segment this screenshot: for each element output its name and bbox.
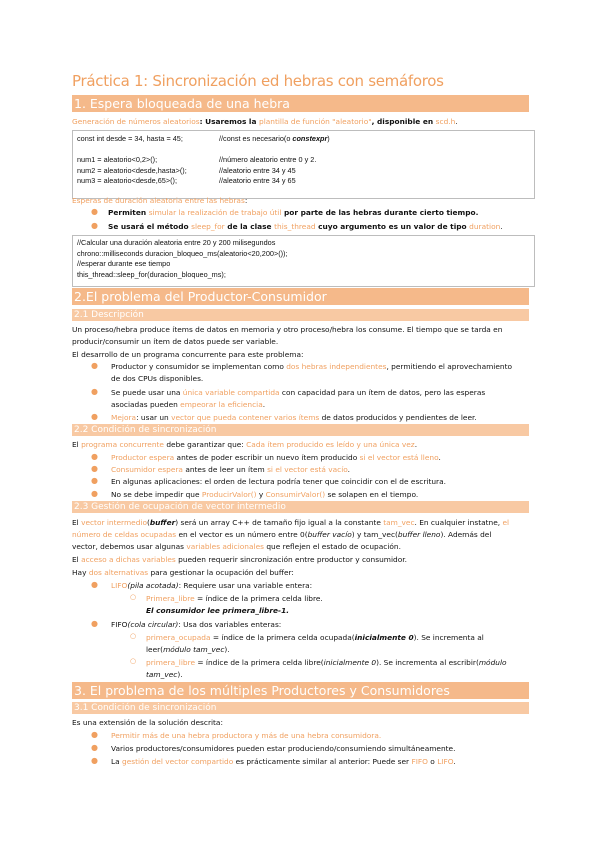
section-2-heading: 2.El problema del Productor-Consumidor [72,288,529,305]
bullet-icon: ● [91,452,98,461]
bullet-two-threads: Productor y consumidor se implementan como dos hebras independientes, permitiendo el aprovechamiento [111,362,512,371]
bullet-consumer-waits: Consumidor espera antes de leer un ítem si el vector está vacío. [111,465,351,474]
desc-line-2: producir/consumir un ítem de datos puede ser variable. [72,337,279,346]
duration-label: Esperas de duración aleatoria entre las hebras: [72,196,248,205]
bullet-icon: ● [91,221,98,230]
bullet-order: En algunas aplicaciones: el orden de lectura podría tener que coincidir con el de escritura. [111,477,446,486]
subsection-3-1-heading: 3.1 Condición de sincronización [72,702,529,714]
sync-condition: El programa concurrente debe garantizar que: Cada ítem producido es leído y una única vez. [72,440,418,449]
code-line: num1 = aleatorio<0,2>(); //número aleatorio entre 0 y 2. [77,155,317,164]
fifo-first-occupied-cont: leer(módulo tam_vec). [146,645,230,654]
page-title: Práctica 1: Sincronización ed hebras con semáforos [72,72,444,90]
lifo-consumer-reads: El consumidor lee primera_libre-1. [146,606,290,615]
code-line: this_thread::sleep_for(duracion_bloqueo_ms); [77,269,226,279]
bullet-two-threads-cont: de dos CPUs disponibles. [111,374,204,383]
code-block-sleep [72,235,535,287]
bullet-icon: ● [91,387,98,396]
buffer-line-4: El acceso a dichas variables pueden requerir sincronización entre productor y consumidor. [72,555,407,564]
bullet-sleep-for: Se usará el método sleep_for de la clase this_thread cuyo argumento es un valor de tipo duration. [108,222,503,231]
buffer-line-5: Hay dos alternativas para gestionar la ocupación del buffer: [72,568,294,577]
bullet-icon: ● [91,489,98,498]
code-line: const int desde = 34, hasta = 45; //const es necesario(o constexpr) [77,134,330,143]
sub-bullet-icon: ○ [130,657,137,665]
bullet-overlap: No se debe impedir que ProducirValor() y ConsumirValor() se solapen en el tiempo. [111,490,419,499]
bullet-icon: ● [91,476,98,485]
buffer-line-1: El vector intermedio(buffer) será un array C++ de tamaño fijo igual a la constante tam_vec. En cualquier instatne, el [72,518,510,527]
bullet-icon: ● [91,619,98,628]
subsection-2-3-heading: 2.3 Gestión de ocupación de vector intermedio [72,501,529,513]
desc-line-1: Un proceso/hebra produce ítems de datos en memoria y otro proceso/hebra los consume. El tiempo que se tarda en [72,325,503,334]
bullet-simulate: Permiten simular la realización de trabajo útil por parte de las hebras durante cierto tiempo. [108,208,479,217]
bullet-icon: ● [91,464,98,473]
bullet-multiple-threads: Permitir más de una hebra productora y más de una hebra consumidora. [111,731,382,740]
bullet-icon: ● [91,756,98,765]
bullet-fifo: FIFO(cola circular): Usa dos variables enteras: [111,620,282,629]
bullet-icon: ● [91,361,98,370]
gen-paragraph: Generación de números aleatorios: Usaremos la plantilla de función "aleatorio", disponible en scd.h. [72,117,458,126]
code-block-aleatorio [72,130,535,199]
bullet-icon: ● [91,207,98,216]
buffer-line-2: número de celdas ocupadas en el vector es un número entre 0(buffer vacío) y tam_vec(buffer lleno). Además del [72,530,492,539]
s3-intro: Es una extensión de la solución descrita: [72,718,223,727]
bullet-icon: ● [91,743,98,752]
desc-line-3: El desarrollo de un programa concurrente para este problema: [72,350,304,359]
bullet-producer-waits: Productor espera antes de poder escribir un nuevo ítem producido si el vector está lleno. [111,453,441,462]
bullet-improvement: Mejora: usar un vector que pueda contener varios ítems de datos producidos y pendientes de leer. [111,413,477,422]
sub-bullet-icon: ○ [130,593,137,601]
code-line: //esperar durante ese tiempo [77,259,171,268]
subsection-2-1-heading: 2.1 Descripción [72,309,529,321]
bullet-shared-var-cont: asociadas pueden empeorar la eficiencia. [111,400,266,409]
bullet-icon: ● [91,412,98,421]
code-line: //Calcular una duración aleatoria entre 20 y 200 milisegundos [77,238,276,247]
code-line [77,145,530,156]
lifo-first-free: Primera_libre = índice de la primera celda libre. [146,594,323,603]
bullet-lifo: LIFO(pila acotada): Requiere usar una variable entera: [111,581,313,590]
bullet-simultaneous: Varios productores/consumidores pueden estar produciendo/consumiendo simultáneamente. [111,744,456,753]
fifo-first-free-cont: tam_vec). [146,670,183,679]
bullet-shared-var: Se puede usar una única variable compartida con capacidad para un ítem de datos, pero las esperas [111,388,486,397]
code-line: num3 = aleatorio<desde,65>(); //aleatorio entre 34 y 65 [77,176,296,185]
sub-bullet-icon: ○ [130,632,137,640]
bullet-vector-management: La gestión del vector compartido es prácticamente similar al anterior: Puede ser FIFO o LIFO. [111,757,456,766]
section-3-heading: 3. El problema de los múltiples Productores y Consumidores [72,682,529,699]
fifo-first-occupied: primera_ocupada = índice de la primera celda ocupada(inicialmente 0). Se incrementa al [146,633,484,642]
subsection-2-2-heading: 2.2 Condición de sincronización [72,424,529,436]
buffer-line-3: vector, debemos usar algunas variables adicionales que reflejen el estado de ocupación. [72,542,401,551]
bullet-icon: ● [91,730,98,739]
section-1-heading: 1. Espera bloqueada de una hebra [72,95,529,112]
code-line: num2 = aleatorio<desde,hasta>(); //aleatorio entre 34 y 45 [77,165,296,175]
bullet-icon: ● [91,580,98,589]
fifo-first-free: primera_libre = índice de la primera celda libre(inicialmente 0). Se incrementa al escribir(módulo [146,658,507,667]
code-line: chrono::milliseconds duracion_bloqueo_ms(aleatorio<20,200>()); [77,248,288,258]
